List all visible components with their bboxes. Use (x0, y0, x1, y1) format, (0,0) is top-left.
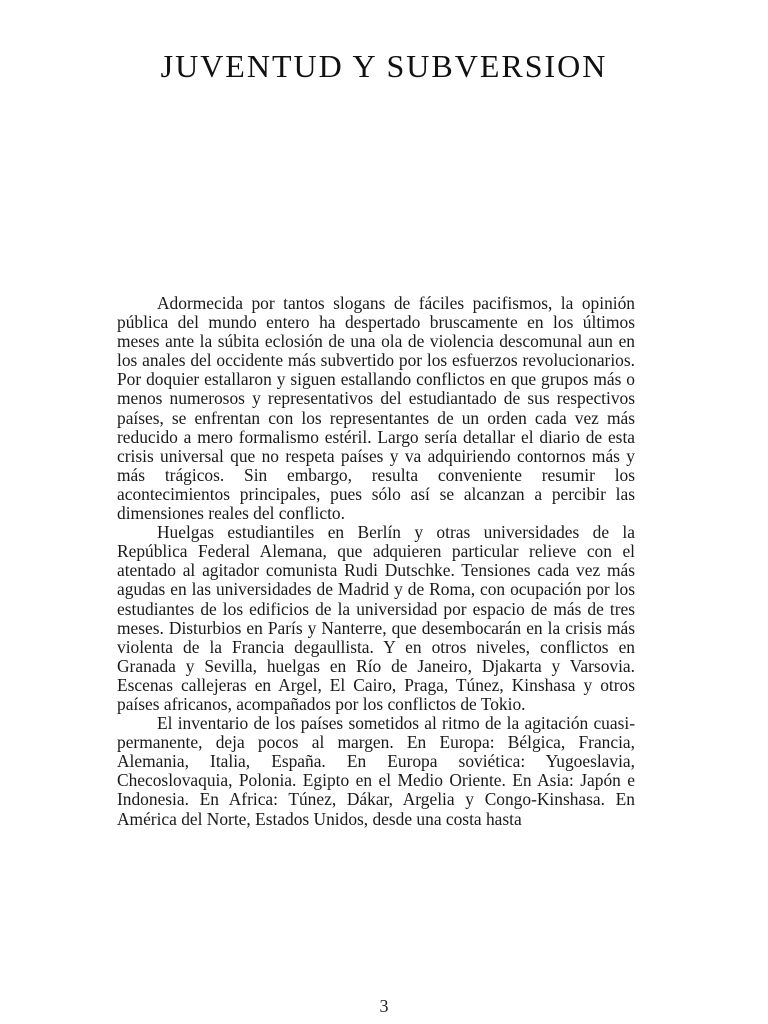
chapter-title: JUVENTUD Y SUBVERSION (160, 48, 608, 84)
paragraph-1: Adormecida por tantos slogans de fáciles pacifismos, la opinión pública del mundo entero ha despertado bruscamente en los últimos meses ante la súbita eclosión de una ola de violencia descomunal aun en los anales del occidente más subvertido por los esfuerzos revolucionarios. Por doquier estallaron y siguen estallando conflictos en que grupos más o menos numerosos y representativos del estudiantado de sus respectivos países, se enfrentan con los representantes de un orden cada vez más reducido a mero formalismo estéril. Largo sería detallar el diario de esta crisis universal que no respeta países y va adquiriendo contornos más y más trágicos. Sin embargo, resulta conveniente resumir los acontecimientos principales, pues sólo así se alcanzan a percibir las dimensiones reales del conflicto. (117, 293, 635, 524)
paragraph-2: Huelgas estudiantiles en Berlín y otras universidades de la República Federal Alemana, que adquieren particular relieve con el atentado al agitador comunista Rudi Dutschke. Tensiones cada vez más agudas en las universidades de Madrid y de Roma, con ocupación por los estudiantes de los edificios de la universidad por espacio de más de tres meses. Disturbios en París y Nanterre, que desembocarán en la crisis más violenta de la Francia degaullista. Y en otros niveles, conflictos en Granada y Sevilla, huelgas en Río de Janeiro, Djakarta y Varsovia. Escenas callejeras en Argel, El Cairo, Praga, Túnez, Kinshasa y otros países africanos, acompañados por los conflictos de Tokio. (117, 522, 635, 714)
body-text (117, 294, 635, 829)
page-number: 3 (379, 996, 389, 1016)
paragraph-3: El inventario de los países sometidos al ritmo de la agitación cuasi-permanente, deja pocos al margen. En Europa: Bélgica, Francia, Alemania, Italia, España. En Europa soviética: Yugoeslavia, Checoslovaquia, Polonia. Egipto en el Medio Oriente. En Asia: Japón e Indonesia. En Africa: Túnez, Dákar, Argelia y Congo-Kinshasa. En América del Norte, Estados Unidos, desde una costa hasta (117, 713, 635, 829)
